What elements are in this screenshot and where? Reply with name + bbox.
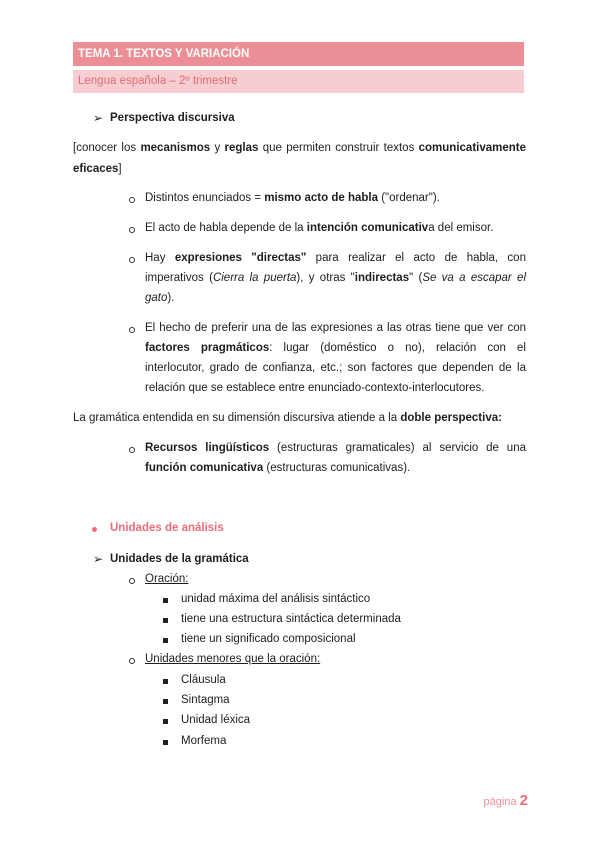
oracion-item: unidad máxima del análisis sintáctico — [181, 593, 371, 605]
page-number: página 2 — [483, 792, 528, 809]
circle-bullet-icon — [129, 327, 135, 333]
bullet-factores-line-1: El hecho de preferir una de las expresiones a las otras tiene que ver con — [145, 322, 526, 334]
square-bullet-icon — [163, 598, 168, 603]
pink-dot-bullet-icon — [92, 527, 97, 532]
bullet-factores-line-3: interlocutor, grado de confianza, etc.; son factores que dependen de la — [145, 362, 526, 374]
square-bullet-icon — [163, 719, 168, 724]
oracion-item: tiene una estructura sintáctica determinada — [181, 613, 401, 625]
menores-item: Sintagma — [181, 694, 230, 706]
section-heading-perspectiva: Perspectiva discursiva — [110, 112, 235, 124]
bullet-acto-habla: El acto de habla depende de la intención comunicativa del emisor. — [145, 222, 494, 234]
bullet-expresiones-line-3: gato). — [145, 292, 175, 304]
square-bullet-icon — [163, 618, 168, 623]
menores-item: Morfema — [181, 735, 227, 747]
document-subtitle: Lengua española – 2º trimestre — [73, 70, 524, 93]
square-bullet-icon — [163, 638, 168, 643]
circle-bullet-icon — [129, 658, 135, 664]
square-bullet-icon — [163, 740, 168, 745]
bullet-factores-line-4: relación que se establece entre enunciado-contexto-interlocutores. — [145, 382, 485, 394]
bullet-recursos-line-2: función comunicativa (estructuras comunicativas). — [145, 462, 411, 474]
label-unidades-menores: Unidades menores que la oración: — [145, 653, 321, 665]
section-heading-unidades-analisis: Unidades de análisis — [110, 522, 224, 534]
circle-bullet-icon — [129, 447, 135, 453]
bullet-expresiones-line-1: Hay expresiones "directas" para realizar el acto de habla, con — [145, 252, 526, 264]
bullet-enunciados: Distintos enunciados = mismo acto de habla ("ordenar"). — [145, 192, 440, 204]
square-bullet-icon — [163, 679, 168, 684]
oracion-item: tiene un significado composicional — [181, 633, 356, 645]
arrow-bullet-icon: ➢ — [93, 111, 104, 125]
intro-line-1: [conocer los mecanismos y reglas que permiten construir textos comunicativamente — [73, 142, 527, 154]
paragraph-doble-perspectiva: La gramática entendida en su dimensión discursiva atiende a la doble perspectiva: — [73, 412, 502, 424]
document-title: TEMA 1. TEXTOS Y VARIACIÓN — [73, 42, 524, 66]
menores-item: Cláusula — [181, 674, 226, 686]
circle-bullet-icon — [129, 227, 135, 233]
bullet-recursos-line-1: Recursos lingüísticos (estructuras gramaticales) al servicio de una — [145, 442, 526, 454]
circle-bullet-icon — [129, 257, 135, 263]
label-oracion: Oración: — [145, 573, 189, 585]
bullet-expresiones-line-2: imperativos (Cierra la puerta), y otras "indirectas" (Se va a escapar el — [145, 272, 526, 284]
square-bullet-icon — [163, 699, 168, 704]
menores-item: Unidad léxica — [181, 714, 251, 726]
arrow-bullet-icon: ➢ — [93, 552, 104, 566]
bullet-factores-line-2: factores pragmáticos: lugar (doméstico o no), relación con el — [145, 342, 526, 354]
circle-bullet-icon — [129, 197, 135, 203]
subheading-unidades-gramatica: Unidades de la gramática — [110, 553, 249, 565]
intro-line-2: eficaces] — [73, 163, 122, 175]
circle-bullet-icon — [129, 578, 135, 584]
